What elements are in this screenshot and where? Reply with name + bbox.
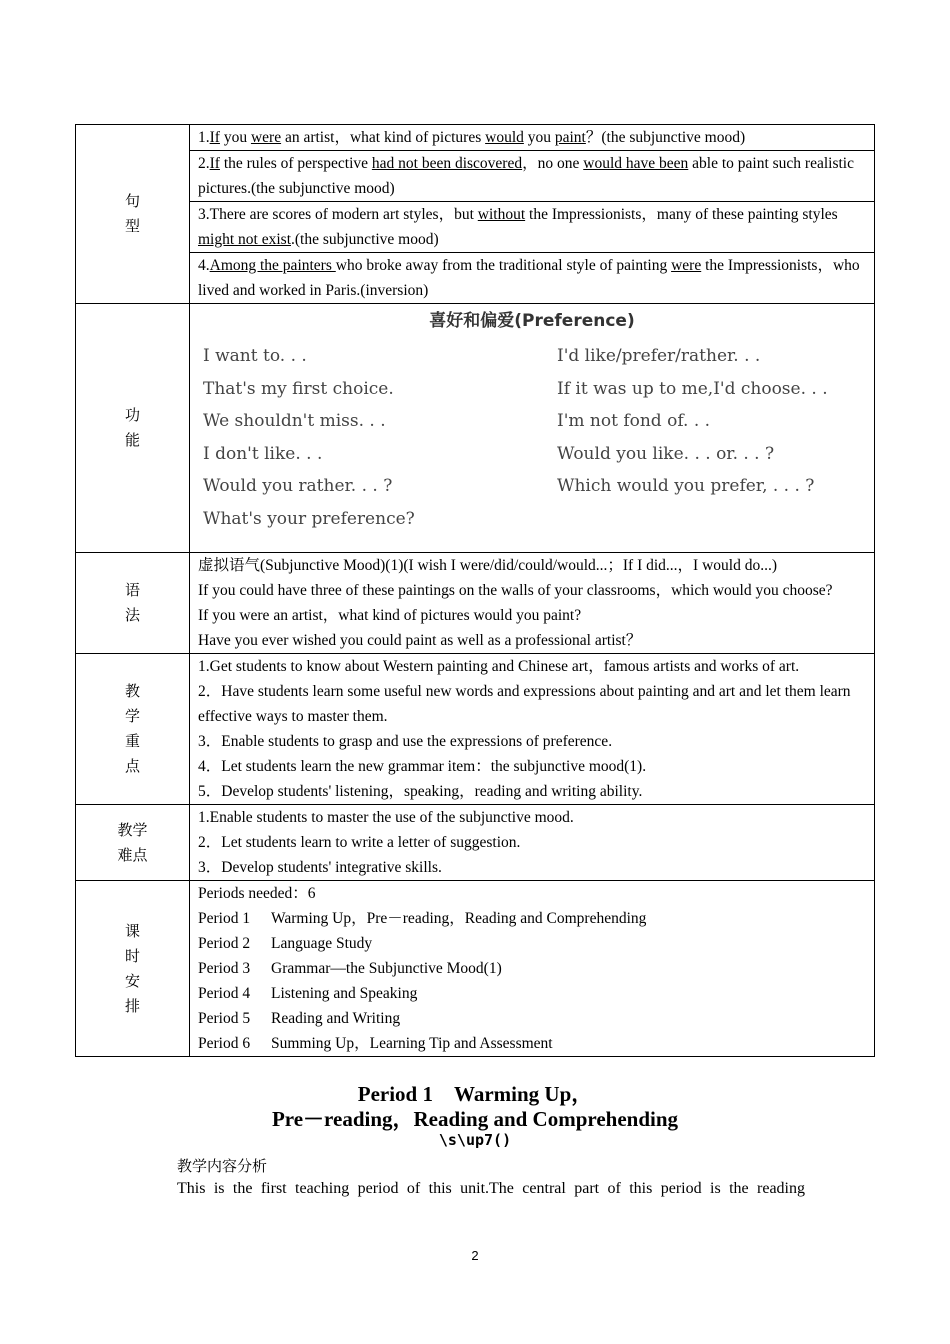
underlined-phrase: would have been (583, 155, 689, 172)
analysis-paragraph: This is the first teaching period of this unit.The central part of this period is the reading (177, 1180, 805, 1197)
lesson-plan-table (75, 124, 875, 1057)
underlined-phrase: would (485, 129, 524, 146)
key-points-cell (190, 654, 875, 805)
preference-phrase: Would you rather. . . ? (203, 476, 393, 497)
sentence-text: 3.There are scores of modern art styles，but (198, 206, 478, 223)
sentence-text: you (523, 129, 555, 146)
sentence-pattern-3 (190, 202, 875, 253)
grammar-line: 虚拟语气(Subjunctive Mood)(1)(I wish I were/did/could/would...；If I did...，I would do...) (198, 557, 778, 574)
key-point: 2．Have students learn some useful new words and expressions about painting and art and let them learn effective ways to master them. (198, 683, 851, 725)
preference-phrase: Would you like. . . or. . . ? (557, 443, 775, 464)
period-row: Period 2 Language Study (198, 935, 373, 952)
period-row: Period 3 Grammar—the Subjunctive Mood(1) (198, 960, 502, 977)
preference-phrase: I'm not fond of. . . (557, 411, 711, 432)
label-key-points: 教 学 重 点 (76, 654, 190, 805)
period-heading-line1: Period 1 Warming Up， (357, 1082, 593, 1106)
label-function: 功 能 (76, 304, 190, 553)
page-number: 2 (471, 1248, 479, 1263)
underlined-phrase: were (250, 129, 282, 146)
key-point: 4．Let students learn the new grammar item：the subjunctive mood(1). (198, 758, 647, 775)
label-difficulties: 教学 难点 (76, 805, 190, 881)
grammar-line: Have you ever wished you could paint as well as a professional artist？ (198, 632, 642, 649)
key-point: 3．Enable students to grasp and use the expressions of preference. (198, 733, 613, 750)
field-code: \s\up7() (438, 1131, 512, 1149)
label-sentence-patterns: 句 型 (76, 125, 190, 304)
sentence-text: ，no one (522, 155, 584, 172)
preference-phrase: We shouldn't miss. . . (203, 411, 386, 432)
sentence-pattern-1 (190, 125, 875, 151)
preference-left-list (203, 340, 415, 536)
underlined-phrase: might not exist (198, 231, 291, 248)
sentence-text: the Impressionists，who lived and worked in Paris.(inversion) (198, 257, 860, 299)
period-row: Period 6 Summing Up，Learning Tip and Assessment (198, 1035, 553, 1052)
sentence-text: .(the subjunctive mood) (291, 231, 439, 248)
preference-title: 喜好和偏爱(Preference) (429, 311, 635, 331)
sentence-text: ？(the subjunctive mood) (585, 129, 746, 146)
schedule-cell (190, 881, 875, 1057)
sentence-text: the rules of perspective (219, 155, 372, 172)
preference-phrase: That's my first choice. (203, 378, 394, 399)
key-point: 1.Get students to know about Western painting and Chinese art，famous artists and works of art. (198, 658, 800, 675)
preference-phrase: If it was up to me,I'd choose. . . (557, 378, 828, 399)
sentence-text: an artist，what kind of pictures (281, 129, 486, 146)
analysis-title: 教学内容分析 (177, 1157, 268, 1175)
underlined-phrase: Among the painters (209, 257, 336, 274)
underlined-phrase: were (671, 257, 702, 274)
sentence-text: the Impressionists，many of these painting styles (525, 206, 838, 223)
period-row: Period 5 Reading and Writing (198, 1010, 401, 1027)
label-schedule: 课 时 安 排 (76, 881, 190, 1057)
key-point: 5．Develop students' listening，speaking，reading and writing ability. (198, 783, 643, 800)
preference-right-list (557, 340, 828, 503)
sentence-pattern-2 (190, 151, 875, 202)
preference-phrase: I want to. . . (203, 346, 307, 366)
grammar-line: If you were an artist，what kind of pictures would you paint? (198, 607, 582, 624)
difficulty: 2．Let students learn to write a letter of suggestion. (198, 834, 521, 851)
preference-box (190, 304, 875, 553)
label-grammar: 语 法 (76, 553, 190, 654)
sentence-pattern-4 (190, 253, 875, 304)
preference-phrase: I don't like. . . (203, 443, 323, 464)
grammar-line: If you could have three of these paintings on the walls of your classrooms，which would you choose? (198, 582, 833, 599)
preference-phrase: I'd like/prefer/rather. . . (557, 346, 761, 366)
underlined-phrase: If (209, 129, 220, 146)
period-row: Period 4 Listening and Speaking (198, 985, 418, 1002)
sentence-text: able to paint such realistic pictures.(the subjunctive mood) (198, 155, 854, 197)
preference-phrase: Which would you prefer, . . . ? (557, 476, 815, 497)
difficulty: 1.Enable students to master the use of the subjunctive mood. (198, 809, 574, 826)
period-row: Period 1 Warming Up，Pre－reading，Reading and Comprehending (198, 910, 647, 927)
sentence-text: 4. (198, 257, 210, 274)
period-heading-line2: Pre－reading，Reading and Comprehending (271, 1107, 679, 1131)
periods-needed: Periods needed：6 (198, 885, 316, 902)
difficulty: 3．Develop students' integrative skills. (198, 859, 442, 876)
sentence-text: who broke away from the traditional style of painting (335, 257, 672, 274)
difficulties-cell (190, 805, 875, 881)
underlined-phrase: paint (554, 129, 586, 146)
underlined-phrase: If (209, 155, 220, 172)
sentence-text: 2. (198, 155, 210, 172)
grammar-cell (190, 553, 875, 654)
underlined-phrase: without (477, 206, 526, 223)
sentence-text: 1. (198, 129, 210, 146)
sentence-text: you (219, 129, 251, 146)
preference-phrase: What's your preference? (203, 508, 415, 529)
underlined-phrase: had not been discovered (371, 155, 523, 172)
